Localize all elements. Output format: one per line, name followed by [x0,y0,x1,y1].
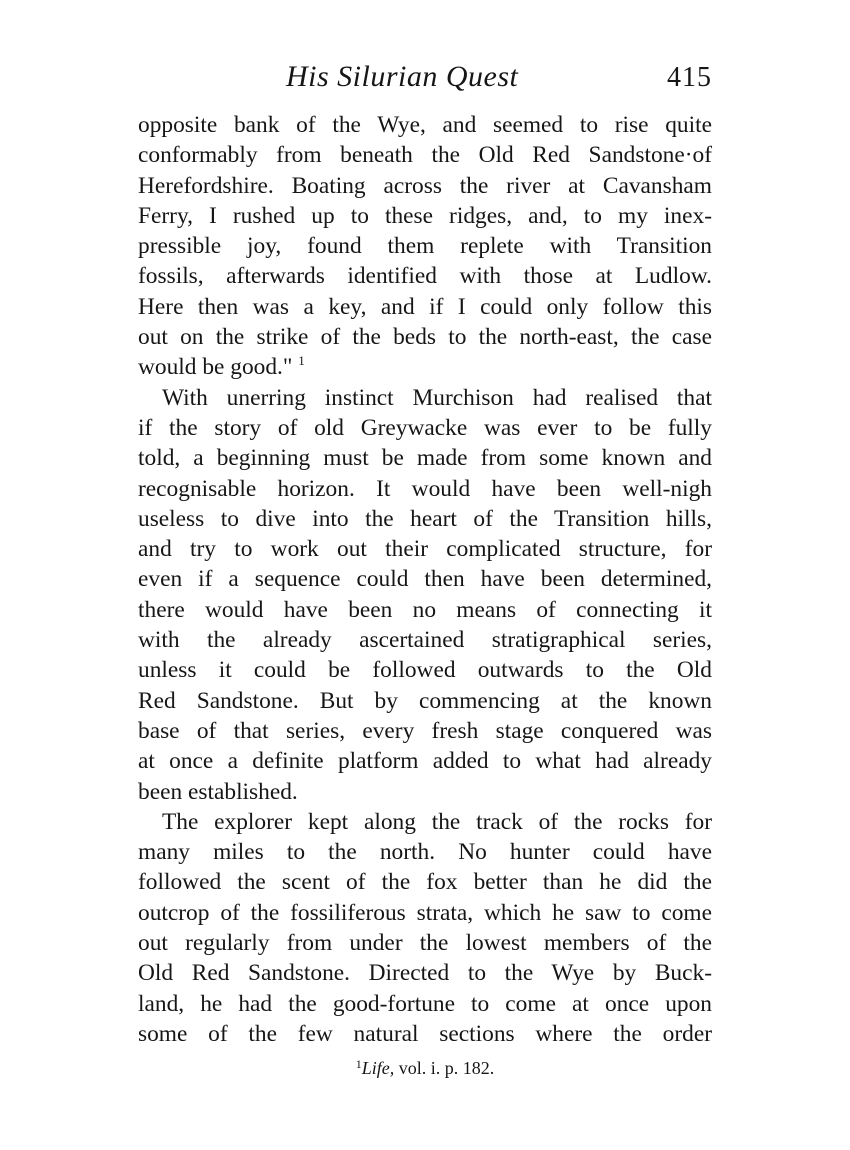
text-line: pressible joy, found them replete with Transition [138,233,712,260]
footnote-citation: vol. i. p. 182. [394,1058,495,1078]
text-line: recognisable horizon. It would have been well-nigh [138,475,712,502]
text-line: even if a sequence could then have been determined, [138,566,712,593]
running-title: His Silurian Quest [286,60,519,93]
text-line: Herefordshire. Boating across the river at Cavansham [138,172,712,199]
paragraph-2 [138,383,712,807]
text-line: unless it could be followed outwards to the Old [138,657,712,684]
running-head [138,60,712,100]
text-line: told, a beginning must be made from some known and [138,445,712,472]
text-line: with the already ascertained stratigraphical series, [138,627,712,654]
text-line: at once a definite platform added to what had already [138,748,712,775]
text-line: land, he had the good-fortune to come at once upon [138,990,712,1017]
text-line: useless to dive into the heart of the Transition hills, [138,505,712,532]
text-line: Old Red Sandstone. Directed to the Wye by Buck- [138,960,712,987]
footnote-reference: 1 [298,353,305,369]
text-line: out on the strike of the beds to the north-east, the case [138,324,712,351]
text-line: many miles to the north. No hunter could have [138,839,712,866]
text-line: With unerring instinct Murchison had realised that [162,384,712,411]
text-line: followed the scent of the fox better than he did the [138,869,712,896]
paragraph-1 [138,110,712,383]
text-line: conformably from beneath the Old Red Sandstone·of [138,142,712,169]
footnote-mark: 1 [355,1057,362,1071]
text-line: and try to work out their complicated structure, for [138,536,712,563]
text-line: base of that series, every fresh stage conquered was [138,717,712,744]
text-line: Ferry, I rushed up to these ridges, and, to my inex- [138,202,712,229]
footnote-title: Life, [361,1058,395,1078]
text-line: Here then was a key, and if I could only follow this [138,293,712,320]
text-line: some of the few natural sections where the order [138,1020,712,1047]
text-line: out regularly from under the lowest members of the [138,930,712,957]
text-line [138,352,712,382]
footnote [0,1058,850,1079]
text-line: outcrop of the fossiliferous strata, which he saw to come [138,899,712,926]
text-line: fossils, afterwards identified with those at Ludlow. [138,263,712,290]
text-line: The explorer kept along the track of the rocks for [162,808,712,835]
text-line: opposite bank of the Wye, and seemed to rise quite [138,112,712,138]
text-line-content: would be good." [138,354,293,381]
text-line: Red Sandstone. But by commencing at the known [138,687,712,714]
text-line: there would have been no means of connecting it [138,596,712,623]
text-line: been established. [138,778,298,805]
paragraph-3 [138,807,712,1049]
text-line: if the story of old Greywacke was ever to be fully [138,414,712,441]
page-number: 415 [667,62,712,93]
body-text [138,110,712,1049]
